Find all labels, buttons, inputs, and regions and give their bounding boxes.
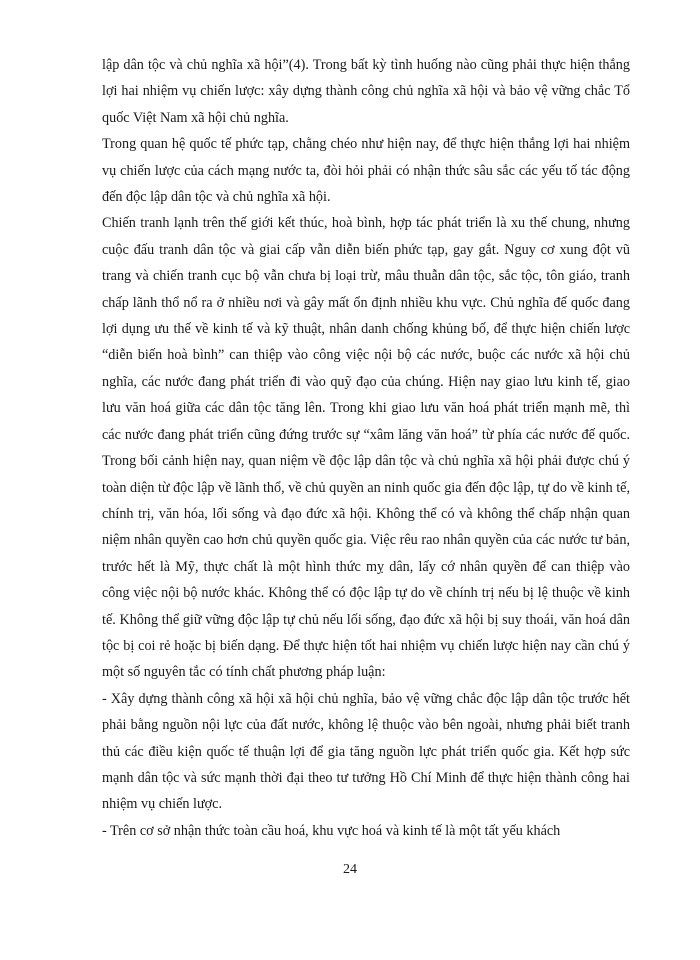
paragraph-5: - Trên cơ sở nhận thức toàn cầu hoá, khu vực hoá và kinh tế là một tất yếu khách: [102, 822, 561, 839]
paragraph-4: - Xây dựng thành công xã hội xã hội chủ nghĩa, bảo vệ vững chắc độc lập dân tộc trước hết phải bằng nguồn nội lực của đất nước, không lệ thuộc vào bên ngoài, nhưng phải biết tranh thủ các điều kiện quốc tế thuận lợi để gia tăng nguồn lực phát triển quốc gia. Kết hợp sức mạnh dân tộc và sức mạnh thời đại theo tư tưởng Hồ Chí Minh để thực hiện thành công hai nhiệm vụ chiến lược.: [102, 690, 630, 813]
paragraph-3: Chiến tranh lạnh trên thế giới kết thúc, hoà bình, hợp tác phát triển là xu thế chung, nhưng cuộc đấu tranh dân tộc và giai cấp vẫn diễn biến phức tạp, gay gắt. Nguy cơ xung đột vũ trang và chiến tranh cục bộ vẫn chưa bị loại trừ, mâu thuẫn dân tộc, sắc tộc, tôn giáo, tranh chấp lãnh thổ nổ ra ở nhiều nơi và gây mất ổn định nhiều khu vực. Chủ nghĩa đế quốc đang lợi dụng ưu thế về kinh tế và kỹ thuật, nhân danh chống khủng bố, để thực hiện chiến lược “diễn biến hoà bình” can thiệp vào công việc nội bộ các nước, buộc các nước xã hội chủ nghĩa, các nước đang phát triển đi vào quỹ đạo của chúng. Hiện nay giao lưu kinh tế, giao lưu văn hoá giữa các dân tộc tăng lên. Trong khi giao lưu văn hoá phát triển mạnh mẽ, thì các nước đang phát triển cũng đứng trước sự “xâm lăng văn hoá” từ phía các nước đế quốc. Trong bối cảnh hiện nay, quan niệm về độc lập dân tộc và chủ nghĩa xã hội phải được chú ý toàn diện từ độc lập về lãnh thổ, về chủ quyền an ninh quốc gia đến độc lập, tự do về kinh tế, chính trị, văn hóa, lối sống và đạo đức xã hội. Không thể có và không thể chấp nhận quan niệm nhân quyền cao hơn chủ quyền quốc gia. Việc rêu rao nhân quyền của các nước tư bản, trước hết là Mỹ, thực chất là một hình thức mỵ dân, lấy cớ nhân quyền để can thiệp vào công việc nội bộ nước khác. Không thể có độc lập tự do về chính trị nếu bị lệ thuộc về kinh tế. Không thể giữ vững độc lập tự chủ nếu lối sống, đạo đức xã hội bị suy thoái, văn hoá dân tộc bị coi rẻ hoặc bị biến dạng. Để thực hiện tốt hai nhiệm vụ chiến lược hiện nay cần chú ý một số nguyên tắc có tính chất phương pháp luận:: [102, 215, 630, 681]
document-body: [102, 52, 630, 844]
page-number: 24: [343, 862, 357, 877]
paragraph-1: lập dân tộc và chủ nghĩa xã hội”(4). Trong bất kỳ tình huống nào cũng phải thực hiện thắng lợi hai nhiệm vụ chiến lược: xây dựng thành công chủ nghĩa xã hội và bảo vệ vững chắc Tổ quốc Việt Nam xã hội chủ nghĩa.: [102, 57, 630, 126]
paragraph-2: Trong quan hệ quốc tế phức tạp, chằng chéo như hiện nay, để thực hiện thắng lợi hai nhiệm vụ chiến lược của cách mạng nước ta, đòi hỏi phải có nhận thức sâu sắc các yếu tố tác động đến độc lập dân tộc và chủ nghĩa xã hội.: [102, 136, 630, 206]
